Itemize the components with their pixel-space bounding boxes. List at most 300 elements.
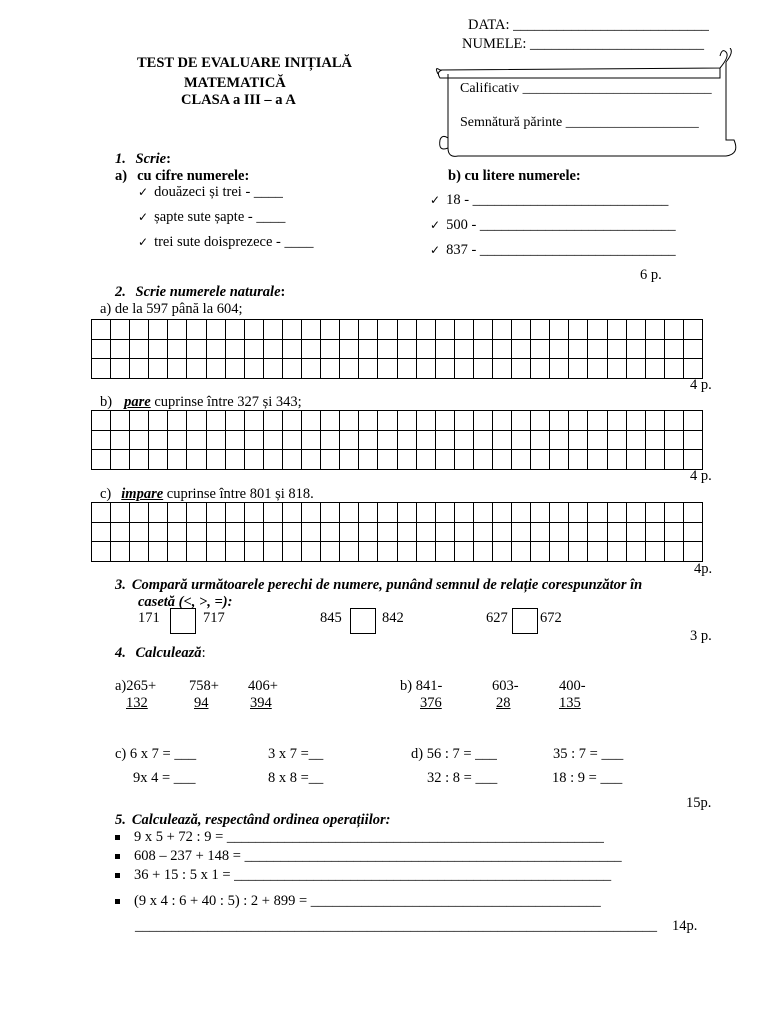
grid-cell[interactable] (626, 542, 645, 562)
grid-cell[interactable] (302, 503, 321, 523)
grid-cell[interactable] (607, 542, 626, 562)
grid-cell[interactable] (454, 320, 473, 340)
grid-cell[interactable] (512, 359, 531, 379)
grid-cell[interactable] (512, 542, 531, 562)
grid-cell[interactable] (683, 503, 702, 523)
grid-cell[interactable] (531, 542, 550, 562)
grid-cell[interactable] (282, 359, 301, 379)
grid-cell[interactable] (206, 503, 225, 523)
calificativ-field[interactable]: Calificativ ___________________________ (460, 81, 712, 96)
grid-cell[interactable] (206, 320, 225, 340)
grid-cell[interactable] (187, 339, 206, 359)
grid-cell[interactable] (512, 411, 531, 431)
grid-cell[interactable] (263, 503, 282, 523)
grid-cell[interactable] (168, 503, 187, 523)
grid-cell[interactable] (683, 411, 702, 431)
grid-cell[interactable] (130, 522, 149, 542)
grid-cell[interactable] (378, 522, 397, 542)
grid-cell[interactable] (168, 320, 187, 340)
grid-cell[interactable] (588, 430, 607, 450)
grid-cell[interactable] (531, 411, 550, 431)
date-field[interactable]: DATA: ___________________________ (468, 17, 709, 33)
grid-cell[interactable] (225, 430, 244, 450)
grid-cell[interactable] (473, 430, 492, 450)
grid-cell[interactable] (206, 430, 225, 450)
grid-cell[interactable] (168, 411, 187, 431)
q5-extra-line[interactable]: ________________________________________________________________________ (135, 918, 657, 934)
grid-cell[interactable] (282, 411, 301, 431)
grid-cell[interactable] (340, 320, 359, 340)
grid-cell[interactable] (302, 359, 321, 379)
grid-cell[interactable] (244, 450, 263, 470)
grid-cell[interactable] (626, 503, 645, 523)
grid-cell[interactable] (607, 430, 626, 450)
grid-cell[interactable] (130, 503, 149, 523)
grid-cell[interactable] (588, 359, 607, 379)
grid-cell[interactable] (454, 430, 473, 450)
grid-cell[interactable] (225, 450, 244, 470)
grid-cell[interactable] (550, 522, 569, 542)
grid-cell[interactable] (111, 450, 130, 470)
grid-cell[interactable] (435, 339, 454, 359)
grid-cell[interactable] (225, 359, 244, 379)
grid-cell[interactable] (512, 522, 531, 542)
grid-cell[interactable] (454, 411, 473, 431)
grid-cell[interactable] (111, 522, 130, 542)
grid-cell[interactable] (664, 450, 683, 470)
grid-cell[interactable] (492, 450, 511, 470)
grid-cell[interactable] (359, 411, 378, 431)
grid-cell[interactable] (130, 320, 149, 340)
grid-cell[interactable] (683, 359, 702, 379)
grid-cell[interactable] (149, 450, 168, 470)
grid-cell[interactable] (92, 359, 111, 379)
grid-cell[interactable] (225, 522, 244, 542)
grid-cell[interactable] (321, 320, 340, 340)
grid-cell[interactable] (397, 522, 416, 542)
grid-cell[interactable] (187, 542, 206, 562)
grid-cell[interactable] (626, 411, 645, 431)
grid-cell[interactable] (397, 320, 416, 340)
grid-cell[interactable] (397, 339, 416, 359)
grid-cell[interactable] (397, 503, 416, 523)
grid-cell[interactable] (588, 450, 607, 470)
grid-cell[interactable] (550, 430, 569, 450)
grid-cell[interactable] (512, 450, 531, 470)
grid-cell[interactable] (92, 522, 111, 542)
grid-cell[interactable] (435, 359, 454, 379)
grid-cell[interactable] (263, 430, 282, 450)
grid-cell[interactable] (263, 522, 282, 542)
grid-cell[interactable] (225, 411, 244, 431)
grid-cell[interactable] (588, 522, 607, 542)
grid-cell[interactable] (512, 503, 531, 523)
grid-cell[interactable] (664, 320, 683, 340)
grid-cell[interactable] (473, 411, 492, 431)
grid-cell[interactable] (531, 430, 550, 450)
grid-cell[interactable] (435, 542, 454, 562)
grid-cell[interactable] (683, 542, 702, 562)
grid-cell[interactable] (206, 542, 225, 562)
grid-cell[interactable] (435, 450, 454, 470)
grid-cell[interactable] (149, 542, 168, 562)
grid-cell[interactable] (359, 503, 378, 523)
grid-cell[interactable] (321, 430, 340, 450)
grid-cell[interactable] (454, 339, 473, 359)
grid-cell[interactable] (168, 339, 187, 359)
grid-cell[interactable] (92, 542, 111, 562)
grid-cell[interactable] (168, 359, 187, 379)
grid-cell[interactable] (302, 339, 321, 359)
grid-cell[interactable] (359, 339, 378, 359)
grid-cell[interactable] (645, 503, 664, 523)
grid-cell[interactable] (607, 503, 626, 523)
grid-cell[interactable] (435, 320, 454, 340)
grid-cell[interactable] (531, 320, 550, 340)
grid-cell[interactable] (359, 359, 378, 379)
grid-cell[interactable] (397, 411, 416, 431)
grid-cell[interactable] (664, 411, 683, 431)
grid-cell[interactable] (378, 320, 397, 340)
name-field[interactable]: NUMELE: ________________________ (462, 36, 705, 52)
grid-cell[interactable] (149, 411, 168, 431)
grid-cell[interactable] (282, 450, 301, 470)
grid-cell[interactable] (645, 522, 664, 542)
grid-cell[interactable] (244, 542, 263, 562)
grid-cell[interactable] (244, 522, 263, 542)
grid-cell[interactable] (244, 430, 263, 450)
grid-cell[interactable] (569, 503, 588, 523)
grid-cell[interactable] (149, 522, 168, 542)
grid-cell[interactable] (569, 339, 588, 359)
grid-cell[interactable] (263, 320, 282, 340)
grid-cell[interactable] (321, 522, 340, 542)
answer-grid-c[interactable] (91, 502, 703, 562)
comparison-box[interactable] (512, 608, 538, 634)
grid-cell[interactable] (512, 320, 531, 340)
grid-cell[interactable] (282, 542, 301, 562)
grid-cell[interactable] (206, 359, 225, 379)
grid-cell[interactable] (397, 430, 416, 450)
grid-cell[interactable] (340, 359, 359, 379)
grid-cell[interactable] (531, 522, 550, 542)
grid-cell[interactable] (569, 320, 588, 340)
grid-cell[interactable] (683, 522, 702, 542)
grid-cell[interactable] (130, 359, 149, 379)
grid-cell[interactable] (244, 411, 263, 431)
grid-cell[interactable] (168, 450, 187, 470)
grid-cell[interactable] (416, 542, 435, 562)
grid-cell[interactable] (645, 339, 664, 359)
grid-cell[interactable] (168, 542, 187, 562)
grid-cell[interactable] (416, 339, 435, 359)
grid-cell[interactable] (607, 320, 626, 340)
grid-cell[interactable] (130, 339, 149, 359)
grid-cell[interactable] (473, 542, 492, 562)
comparison-box[interactable] (350, 608, 376, 634)
grid-cell[interactable] (550, 339, 569, 359)
grid-cell[interactable] (473, 503, 492, 523)
grid-cell[interactable] (92, 503, 111, 523)
grid-cell[interactable] (187, 320, 206, 340)
grid-cell[interactable] (531, 359, 550, 379)
grid-cell[interactable] (282, 339, 301, 359)
grid-cell[interactable] (569, 450, 588, 470)
grid-cell[interactable] (569, 542, 588, 562)
grid-cell[interactable] (111, 320, 130, 340)
grid-cell[interactable] (588, 542, 607, 562)
grid-cell[interactable] (282, 430, 301, 450)
grid-cell[interactable] (378, 450, 397, 470)
grid-cell[interactable] (359, 450, 378, 470)
grid-cell[interactable] (282, 522, 301, 542)
grid-cell[interactable] (492, 320, 511, 340)
grid-cell[interactable] (473, 359, 492, 379)
grid-cell[interactable] (130, 430, 149, 450)
grid-cell[interactable] (492, 339, 511, 359)
grid-cell[interactable] (378, 430, 397, 450)
grid-cell[interactable] (492, 522, 511, 542)
grid-cell[interactable] (645, 320, 664, 340)
grid-cell[interactable] (263, 359, 282, 379)
grid-cell[interactable] (683, 430, 702, 450)
grid-cell[interactable] (130, 450, 149, 470)
grid-cell[interactable] (149, 359, 168, 379)
grid-cell[interactable] (244, 339, 263, 359)
grid-cell[interactable] (244, 320, 263, 340)
grid-cell[interactable] (416, 430, 435, 450)
grid-cell[interactable] (607, 339, 626, 359)
grid-cell[interactable] (378, 359, 397, 379)
grid-cell[interactable] (492, 503, 511, 523)
grid-cell[interactable] (512, 430, 531, 450)
grid-cell[interactable] (263, 411, 282, 431)
grid-cell[interactable] (416, 320, 435, 340)
grid-cell[interactable] (111, 411, 130, 431)
grid-cell[interactable] (626, 430, 645, 450)
grid-cell[interactable] (588, 503, 607, 523)
grid-cell[interactable] (92, 411, 111, 431)
grid-cell[interactable] (149, 339, 168, 359)
grid-cell[interactable] (359, 542, 378, 562)
grid-cell[interactable] (454, 359, 473, 379)
grid-cell[interactable] (282, 320, 301, 340)
grid-cell[interactable] (168, 522, 187, 542)
grid-cell[interactable] (531, 450, 550, 470)
grid-cell[interactable] (302, 542, 321, 562)
grid-cell[interactable] (206, 450, 225, 470)
grid-cell[interactable] (664, 503, 683, 523)
grid-cell[interactable] (130, 542, 149, 562)
grid-cell[interactable] (645, 450, 664, 470)
grid-cell[interactable] (492, 542, 511, 562)
grid-cell[interactable] (416, 503, 435, 523)
grid-cell[interactable] (550, 503, 569, 523)
grid-cell[interactable] (454, 522, 473, 542)
grid-cell[interactable] (340, 339, 359, 359)
grid-cell[interactable] (435, 411, 454, 431)
grid-cell[interactable] (111, 339, 130, 359)
grid-cell[interactable] (225, 503, 244, 523)
grid-cell[interactable] (340, 411, 359, 431)
grid-cell[interactable] (645, 542, 664, 562)
grid-cell[interactable] (664, 359, 683, 379)
grid-cell[interactable] (340, 522, 359, 542)
grid-cell[interactable] (225, 339, 244, 359)
grid-cell[interactable] (321, 503, 340, 523)
grid-cell[interactable] (111, 430, 130, 450)
grid-cell[interactable] (397, 359, 416, 379)
comparison-box[interactable] (170, 608, 196, 634)
grid-cell[interactable] (626, 320, 645, 340)
grid-cell[interactable] (321, 411, 340, 431)
grid-cell[interactable] (302, 430, 321, 450)
grid-cell[interactable] (263, 339, 282, 359)
grid-cell[interactable] (550, 411, 569, 431)
grid-cell[interactable] (550, 359, 569, 379)
grid-cell[interactable] (550, 450, 569, 470)
grid-cell[interactable] (321, 542, 340, 562)
grid-cell[interactable] (569, 430, 588, 450)
grid-cell[interactable] (550, 542, 569, 562)
grid-cell[interactable] (454, 450, 473, 470)
grid-cell[interactable] (473, 522, 492, 542)
grid-cell[interactable] (187, 411, 206, 431)
grid-cell[interactable] (645, 359, 664, 379)
q4-d-item: 35 : 7 = ___ (553, 746, 624, 762)
grid-cell[interactable] (435, 503, 454, 523)
grid-cell[interactable] (569, 359, 588, 379)
grid-cell[interactable] (435, 522, 454, 542)
grid-cell[interactable] (473, 339, 492, 359)
grid-cell[interactable] (149, 320, 168, 340)
grid-cell[interactable] (531, 339, 550, 359)
grid-cell[interactable] (111, 542, 130, 562)
answer-grid-b[interactable] (91, 410, 703, 470)
grid-cell[interactable] (607, 450, 626, 470)
grid-cell[interactable] (92, 339, 111, 359)
grid-cell[interactable] (321, 339, 340, 359)
grid-cell[interactable] (302, 522, 321, 542)
grid-cell[interactable] (111, 359, 130, 379)
grid-cell[interactable] (454, 542, 473, 562)
grid-cell[interactable] (492, 359, 511, 379)
grid-cell[interactable] (645, 430, 664, 450)
grid-cell[interactable] (282, 503, 301, 523)
grid-cell[interactable] (168, 430, 187, 450)
grid-cell[interactable] (302, 411, 321, 431)
grid-cell[interactable] (187, 503, 206, 523)
grid-cell[interactable] (321, 450, 340, 470)
grid-cell[interactable] (244, 503, 263, 523)
grid-cell[interactable] (435, 430, 454, 450)
grid-cell[interactable] (378, 542, 397, 562)
grid-cell[interactable] (664, 339, 683, 359)
grid-cell[interactable] (416, 359, 435, 379)
grid-cell[interactable] (607, 522, 626, 542)
grid-cell[interactable] (187, 450, 206, 470)
grid-cell[interactable] (473, 450, 492, 470)
grid-cell[interactable] (187, 430, 206, 450)
grid-cell[interactable] (359, 320, 378, 340)
grid-cell[interactable] (454, 503, 473, 523)
grid-cell[interactable] (416, 411, 435, 431)
grid-cell[interactable] (607, 359, 626, 379)
grid-cell[interactable] (531, 503, 550, 523)
parent-signature-field[interactable]: Semnătură părinte ___________________ (460, 115, 699, 130)
grid-cell[interactable] (378, 411, 397, 431)
grid-cell[interactable] (302, 450, 321, 470)
grid-cell[interactable] (378, 339, 397, 359)
grid-cell[interactable] (645, 411, 664, 431)
grid-cell[interactable] (92, 320, 111, 340)
grid-cell[interactable] (359, 522, 378, 542)
grid-cell[interactable] (569, 522, 588, 542)
grid-cell[interactable] (416, 522, 435, 542)
grid-cell[interactable] (130, 411, 149, 431)
grid-cell[interactable] (263, 542, 282, 562)
grid-cell[interactable] (111, 503, 130, 523)
grid-cell[interactable] (588, 411, 607, 431)
grid-cell[interactable] (187, 359, 206, 379)
grid-cell[interactable] (92, 430, 111, 450)
grid-cell[interactable] (302, 320, 321, 340)
grid-cell[interactable] (512, 339, 531, 359)
grid-cell[interactable] (550, 320, 569, 340)
grid-cell[interactable] (492, 411, 511, 431)
grid-cell[interactable] (397, 450, 416, 470)
grid-cell[interactable] (340, 542, 359, 562)
grid-cell[interactable] (626, 450, 645, 470)
grid-cell[interactable] (263, 450, 282, 470)
grid-cell[interactable] (378, 503, 397, 523)
grid-cell[interactable] (626, 339, 645, 359)
grid-cell[interactable] (683, 320, 702, 340)
grid-cell[interactable] (626, 359, 645, 379)
grid-cell[interactable] (206, 522, 225, 542)
grid-cell[interactable] (244, 359, 263, 379)
grid-cell[interactable] (321, 359, 340, 379)
grid-cell[interactable] (664, 522, 683, 542)
grid-cell[interactable] (225, 542, 244, 562)
grid-cell[interactable] (683, 450, 702, 470)
grid-cell[interactable] (225, 320, 244, 340)
grid-cell[interactable] (92, 450, 111, 470)
grid-cell[interactable] (492, 430, 511, 450)
grid-cell[interactable] (607, 411, 626, 431)
grid-cell[interactable] (397, 542, 416, 562)
grid-cell[interactable] (340, 503, 359, 523)
answer-grid-a[interactable] (91, 319, 703, 379)
grid-cell[interactable] (206, 339, 225, 359)
grid-cell[interactable] (664, 542, 683, 562)
grid-cell[interactable] (683, 339, 702, 359)
grid-cell[interactable] (359, 430, 378, 450)
grid-cell[interactable] (588, 339, 607, 359)
grid-cell[interactable] (664, 430, 683, 450)
grid-cell[interactable] (588, 320, 607, 340)
grid-cell[interactable] (340, 450, 359, 470)
grid-cell[interactable] (473, 320, 492, 340)
grid-cell[interactable] (340, 430, 359, 450)
grid-cell[interactable] (149, 430, 168, 450)
grid-cell[interactable] (626, 522, 645, 542)
grid-cell[interactable] (187, 522, 206, 542)
grid-cell[interactable] (206, 411, 225, 431)
grid-cell[interactable] (569, 411, 588, 431)
grid-cell[interactable] (416, 450, 435, 470)
grid-cell[interactable] (149, 503, 168, 523)
